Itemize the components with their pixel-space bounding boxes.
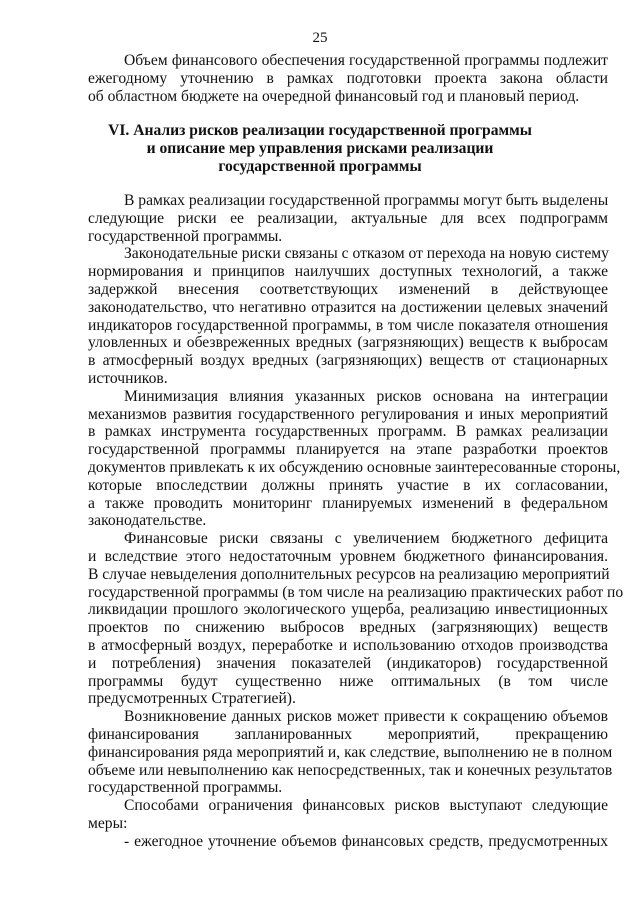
text-line: следующие риски ее реализации, актуальные для всех подпрограмм (88, 210, 608, 227)
text-line: Финансовые риски связаны с увеличением бюджетного дефицита (124, 530, 608, 547)
text-line: предусмотренных Стратегией). (88, 690, 296, 707)
text-line: государственной программы планируется на этапе разработки проектов (88, 441, 608, 458)
text-line: меры: (88, 815, 128, 832)
text-line: документов привлекать к их обсуждению основные заинтересованные стороны, (88, 459, 621, 476)
text-line: финансирования запланированных мероприятий, прекращению (88, 726, 608, 743)
text-line: Возникновение данных рисков может привести к сокращению объемов (124, 708, 608, 725)
text-line: государственной программы. (88, 228, 283, 245)
page-number: 25 (312, 30, 328, 46)
text-line: программы будут существенно ниже оптимальных (в том числе (88, 673, 608, 690)
text-line: - ежегодное уточнение объемов финансовых средств, предусмотренных (124, 833, 608, 850)
text-line: Законодательные риски связаны с отказом от перехода на новую систему (124, 245, 609, 262)
text-line: Способами ограничения финансовых рисков выступают следующие (124, 797, 608, 814)
text-line: а также проводить мониторинг планируемых изменений в федеральном (88, 495, 608, 512)
text-line: задержкой внесения соответствующих изменений в действующее (88, 281, 608, 298)
text-line: об областном бюджете на очередной финансовый год и плановый период. (88, 88, 580, 105)
text-line: проектов по снижению выбросов вредных (загрязняющих) веществ (88, 619, 608, 636)
text-line: В случае невыделения дополнительных ресурсов на реализацию мероприятий (88, 566, 610, 583)
text-line: механизмов развития государственного регулирования и иных мероприятий (88, 406, 608, 423)
text-line: В рамках реализации государственной программы могут быть выделены (124, 192, 609, 209)
text-line: источников. (88, 370, 168, 387)
text-line: которые впоследствии должны принять участие в их согласовании, (88, 477, 608, 494)
text-line: финансирования ряда мероприятий и, как следствие, выполнению не в полном (88, 744, 613, 761)
text-line: государственной программы. (88, 779, 283, 796)
text-line: ликвидации прошлого экологического ущерба, реализацию инвестиционных (88, 601, 608, 618)
text-line: и потребления) значения показателей (индикаторов) государственной (88, 655, 608, 672)
text-line: законодательство, что негативно отразится на достижении целевых значений (88, 299, 608, 316)
text-line: в атмосферный воздух вредных (загрязняющих) веществ от стационарных (88, 352, 608, 369)
text-line: и вследствие этого недостаточным уровнем бюджетного финансирования. (88, 548, 608, 565)
text-line: в атмосферный воздух, переработке и использованию отходов производства (88, 637, 608, 654)
heading-line: и описание мер управления рисками реализации (146, 140, 494, 157)
heading-line: VI. Анализ рисков реализации государственной программы (108, 122, 532, 139)
text-line: нормирования и принципов наилучших доступных технологий, а также (88, 263, 608, 280)
text-line: ежегодному уточнению в рамках подготовки проекта закона области (88, 70, 608, 87)
text-line: индикаторов государственной программы, в том числе показателя отношения (88, 317, 608, 334)
text-line: законодательстве. (88, 512, 207, 529)
text-line: государственной программы (в том числе на реализацию практических работ по (88, 584, 624, 601)
text-line: Объем финансового обеспечения государственной программы подлежит (124, 52, 608, 69)
heading-line: государственной программы (218, 158, 422, 175)
text-line: уловленных и обезвреженных вредных (загрязняющих) веществ к выбросам (88, 334, 608, 351)
text-line: объеме или невыполнению как непосредственных, так и конечных результатов (88, 762, 613, 779)
text-line: Минимизация влияния указанных рисков основана на интеграции (124, 388, 608, 405)
text-line: в рамках инструмента государственных программ. В рамках реализации (88, 423, 608, 440)
